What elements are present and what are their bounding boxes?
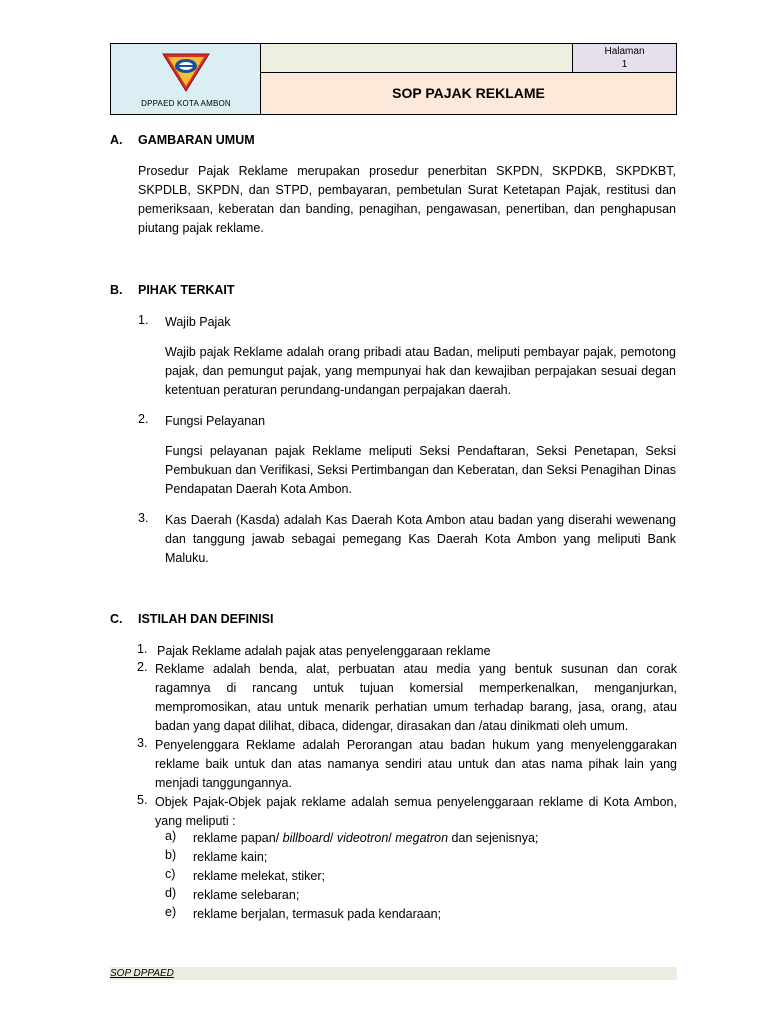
list-item-paragraph: Reklame adalah benda, alat, perbuatan atau media yang bentuk susunan dan corak ragamnya di rancang untuk tujuan komersial memperkenalkan, menganjurkan, mempromosikan, atau untuk menarik perhatian umum terhadap barang, jasa, orang, atau badan yang dapat dilihat, dibaca, didengar, dirasakan dan /atau dinikmati oleh umum. (155, 662, 677, 733)
org-name: DPPAED KOTA AMBON (141, 99, 231, 108)
list-item-number: 3. (137, 736, 148, 750)
footer-text: SOP DPPAED (110, 968, 174, 979)
list-item-paragraph: Penyelenggara Reklame adalah Perorangan atau badan hukum yang menyelenggarakan reklame baik untuk dan atas namanya sendiri atau untuk dan atas nama pihak lain yang menjadi tanggungannya. (155, 738, 677, 790)
list-item-paragraph: Pajak Reklame adalah pajak atas penyelenggaraan reklame (157, 644, 491, 658)
page-number: 1 (621, 59, 628, 70)
list-item-number: 2. (138, 412, 149, 426)
section-a-title: GAMBARAN UMUM (138, 133, 255, 147)
document-title: SOP PAJAK REKLAME (261, 73, 676, 114)
list-item-number: 3. (138, 511, 149, 525)
footer-bar (110, 967, 677, 980)
section-c-title: ISTILAH DAN DEFINISI (138, 612, 274, 626)
list-item-number: 2. (137, 660, 148, 674)
list-item-label: Fungsi Pelayanan (165, 414, 266, 428)
sub-item-letter: c) (165, 867, 176, 881)
list-item-paragraph: Fungsi pelayanan pajak Reklame meliputi Seksi Pendaftaran, Seksi Penetapan, Seksi Pembukuan dan Verifikasi, Seksi Pertimbangan dan Keberatan, dan Seksi Penagihan Dinas Pendapatan Daerah Kota Ambon. (165, 444, 676, 496)
section-c-letter: C. (110, 612, 123, 626)
list-item-number: 1. (138, 313, 149, 327)
city-emblem-logo (161, 49, 211, 93)
sub-item-text: reklame papan/ billboard/ videotron/ megatron dan sejenisnya; (193, 831, 539, 845)
header-table (110, 43, 677, 115)
list-item-label: Wajib Pajak (165, 315, 231, 329)
sub-item-text: reklame melekat, stiker; (193, 869, 325, 883)
list-item-number: 1. (137, 642, 148, 656)
logo-cell (111, 44, 261, 114)
page-label: Halaman (604, 46, 645, 57)
section-a-paragraph: Prosedur Pajak Reklame merupakan prosedur penerbitan SKPDN, SKPDKB, SKPDKBT, SKPDLB, SKPDN, dan STPD, pembayaran, pembetulan Surat Ketetapan Pajak, restitusi dan pemeriksaan, keberatan dan banding, penagihan, pengawasan, penertiban, dan penghapusan piutang pajak reklame. (138, 164, 676, 235)
sub-item-text: reklame selebaran; (193, 888, 300, 902)
page-number-cell (573, 44, 676, 73)
sub-item-letter: d) (165, 886, 177, 900)
list-item-paragraph: Objek Pajak-Objek pajak reklame adalah semua penyelenggaraan reklame di Kota Ambon, yang meliputi : (155, 795, 677, 828)
section-b-title: PIHAK TERKAIT (138, 283, 235, 297)
list-item-number: 5. (137, 793, 148, 807)
list-item-paragraph: Kas Daerah (Kasda) adalah Kas Daerah Kota Ambon atau badan yang diserahi wewenang dan tanggung jawab sebagai pemegang Kas Daerah Kota Ambon yang meliputi Bank Maluku. (165, 513, 676, 565)
sub-item-letter: e) (165, 905, 177, 919)
sub-item-text: reklame berjalan, termasuk pada kendaraan; (193, 907, 442, 921)
section-a-letter: A. (110, 133, 123, 147)
header-blank-cell (261, 44, 573, 73)
sub-item-letter: a) (165, 829, 177, 843)
sub-item-letter: b) (165, 848, 177, 862)
sub-item-text: reklame kain; (193, 850, 268, 864)
list-item-paragraph: Wajib pajak Reklame adalah orang pribadi atau Badan, meliputi pembayar pajak, pemotong pajak, dan pemungut pajak, yang mempunyai hak dan kewajiban perpajakan sesuai degan ketentuan peraturan perundang-undangan perpajakan daerah. (165, 345, 676, 397)
section-b-letter: B. (110, 283, 123, 297)
